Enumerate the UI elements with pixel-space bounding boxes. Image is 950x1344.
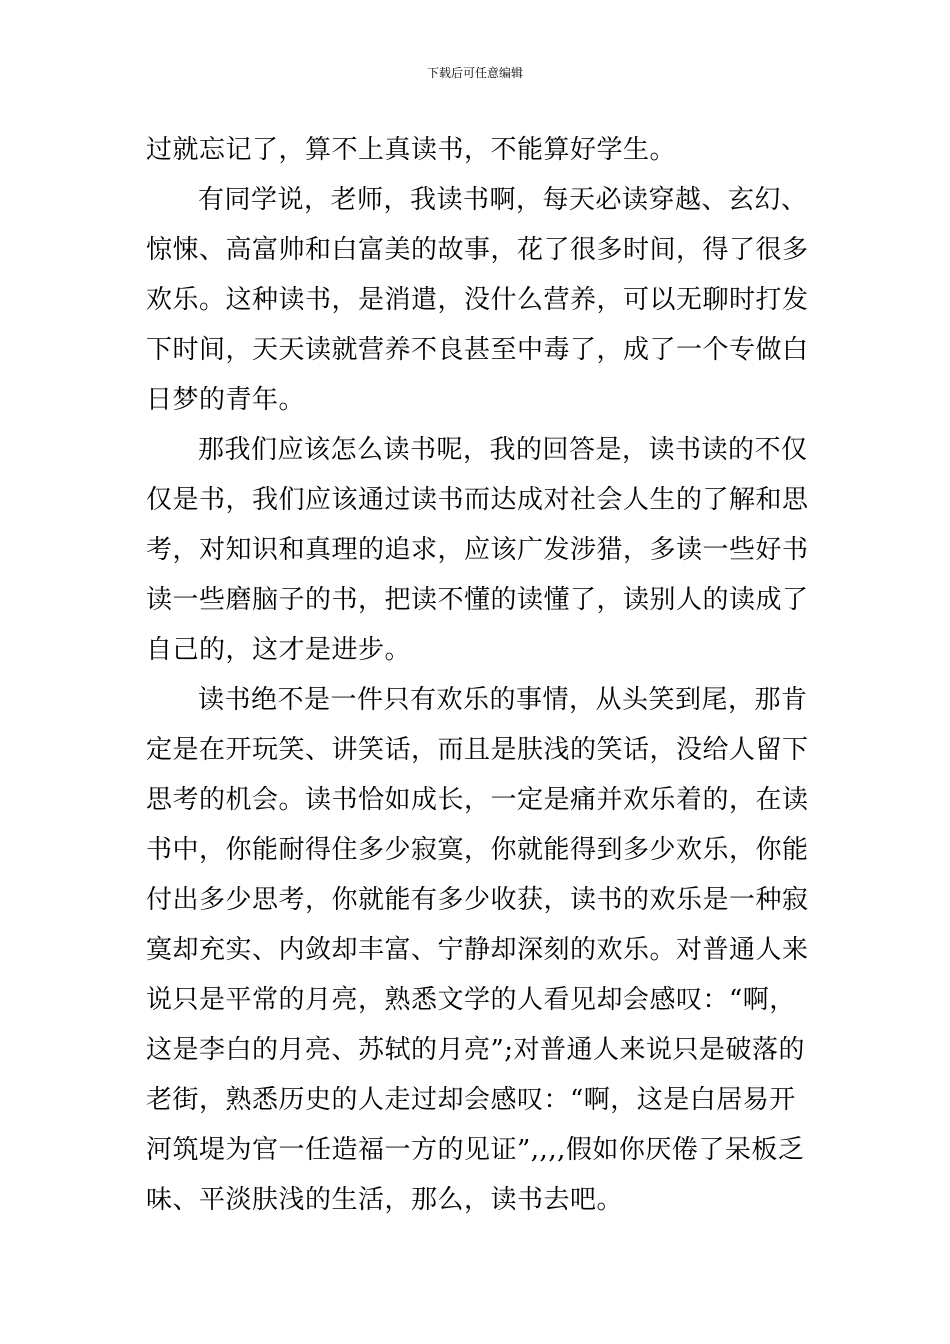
text-line: 有同学说，老师，我读书啊，每天必读穿越、玄幻、 [198,185,808,215]
text-line: 那我们应该怎么读书呢，我的回答是，读书读的不仅 [198,435,808,465]
text-line: 欢乐。这种读书，是消遣，没什么营养，可以无聊时打发 [146,285,809,315]
text-line: 过就忘记了，算不上真读书，不能算好学生。 [146,135,677,165]
text-line: 河筑堤为官一任造福一方的见证”,,,,假如你厌倦了呆板乏 [146,1135,805,1165]
text-line: 日梦的青年。 [146,385,306,415]
text-line: 自己的，这才是进步。 [146,635,412,665]
text-line: 思考的机会。读书恰如成长，一定是痛并欢乐着的，在读 [146,785,809,815]
text-line: 下时间，天天读就营养不良甚至中毒了，成了一个专做白 [146,335,809,365]
page-header: 下载后可任意编辑 [426,66,523,80]
text-line: 仅是书，我们应该通过读书而达成对社会人生的了解和思 [146,485,809,515]
text-line: 说只是平常的月亮，熟悉文学的人看见却会感叹：“啊， [146,985,796,1015]
text-line: 书中，你能耐得住多少寂寞，你就能得到多少欢乐，你能 [146,835,809,865]
text-line: 惊悚、高富帅和白富美的故事，花了很多时间，得了很多 [146,235,809,265]
text-line: 味、平淡肤浅的生活，那么，读书去吧。 [146,1185,624,1215]
text-line: 老街，熟悉历史的人走过却会感叹：“啊，这是白居易开 [146,1085,796,1115]
text-line: 定是在开玩笑、讲笑话，而且是肤浅的笑话，没给人留下 [146,735,809,765]
text-line: 读书绝不是一件只有欢乐的事情，从头笑到尾，那肯 [198,685,808,715]
text-line: 付出多少思考，你就能有多少收获，读书的欢乐是一种寂 [146,885,809,915]
text-line: 考，对知识和真理的追求，应该广发涉猎，多读一些好书 [146,535,809,565]
text-line: 这是李白的月亮、苏轼的月亮”;对普通人来说只是破落的 [146,1035,806,1065]
body-text [146,125,809,1225]
text-line: 寞却充实、内敛却丰富、宁静却深刻的欢乐。对普通人来 [146,935,809,965]
text-line: 读一些磨脑子的书，把读不懂的读懂了，读别人的读成了 [146,585,809,615]
